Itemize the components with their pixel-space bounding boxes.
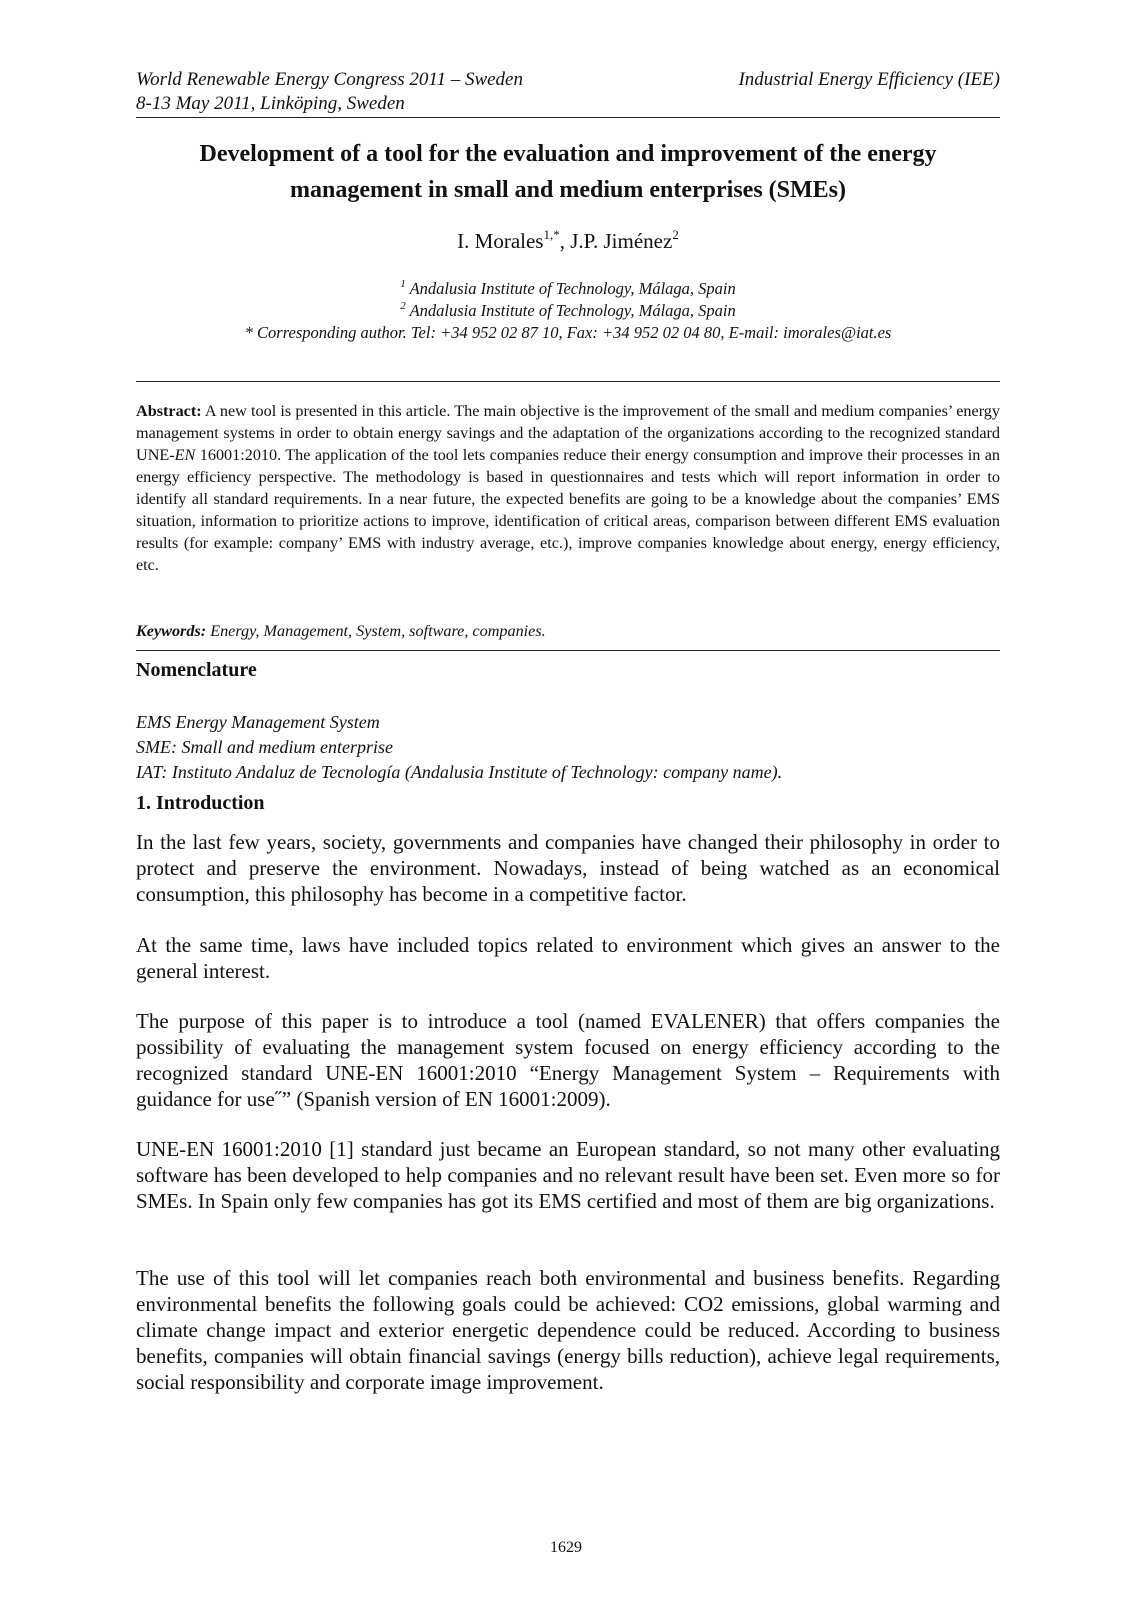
paper-title	[136, 136, 1000, 208]
nomenclature-item: EMS Energy Management System	[136, 712, 380, 732]
page-number: 1629	[550, 1539, 582, 1556]
introduction-heading: 1. Introduction	[136, 792, 265, 814]
conference-dates: 8-13 May 2011, Linköping, Sweden	[136, 93, 405, 114]
affiliations	[136, 278, 1000, 344]
keywords-label: Keywords:	[136, 622, 207, 640]
intro-paragraph: The purpose of this paper is to introduce a tool (named EVALENER) that offers companies the possibility of evaluating the management system focused on energy efficiency according to the recognized standard UNE-EN 16001:2010 “Energy Management System – Requirements with guidance for use˝” (Spanish version of EN 16001:2009).	[136, 1009, 1000, 1111]
header-divider	[136, 117, 1000, 118]
abstract-label: Abstract:	[136, 402, 202, 420]
author-1: I. Morales	[457, 229, 544, 253]
title-line-1: Development of a tool for the evaluation and improvement of the energy	[199, 141, 937, 167]
author-separator: ,	[559, 229, 571, 253]
author-2: J.P. Jiménez	[570, 229, 673, 253]
abstract-top-divider	[136, 381, 1000, 382]
abstract-text-en: EN	[174, 446, 196, 464]
nomenclature-item: SME: Small and medium enterprise	[136, 737, 393, 757]
affiliation-1-marker: 1	[400, 278, 406, 290]
abstract-bottom-divider	[136, 650, 1000, 651]
intro-paragraph: The use of this tool will let companies reach both environmental and business benefits. Regarding environmental benefits the following goals could be achieved: CO2 emissions, global warming and climate change impact and exterior energetic dependence could be reduced. According to business benefits, companies will obtain financial savings (energy bills reduction), achieve legal requirements, social responsibility and corporate image improvement.	[136, 1266, 1000, 1394]
author-2-superscript: 2	[672, 227, 679, 242]
abstract-text-1: A new tool is presented in this article. The main objective is the improvement of the small and medium companies’ energy management systems in order to obtain energy savings and the adaptation of the organizations according to the recognized standard UNE-	[136, 402, 1000, 464]
nomenclature-heading: Nomenclature	[136, 659, 257, 681]
corresponding-author: * Corresponding author. Tel: +34 952 02 87 10, Fax: +34 952 02 04 80, E-mail: imorales@iat.es	[244, 323, 892, 342]
author-1-superscript: 1,*	[543, 227, 560, 242]
intro-paragraph: At the same time, laws have included topics related to environment which gives an answer to the general interest.	[136, 933, 1000, 983]
affiliation-2-marker: 2	[400, 300, 406, 312]
affiliation-1	[136, 278, 1000, 300]
affiliation-2-text: Andalusia Institute of Technology, Málaga, Spain	[405, 301, 736, 320]
title-line-2: management in small and medium enterprises (SMEs)	[290, 177, 846, 203]
keywords	[136, 620, 1000, 642]
nomenclature-list	[136, 710, 1000, 785]
running-header-left	[136, 68, 523, 116]
nomenclature-item: IAT: Instituto Andaluz de Tecnología (Andalusia Institute of Technology: company name).	[136, 762, 783, 782]
intro-paragraph: UNE-EN 16001:2010 [1] standard just became an European standard, so not many other evaluating software has been developed to help companies and no relevant result have been set. Even more so for SMEs. In Spain only few companies has got its EMS certified and most of them are big organizations.	[136, 1137, 1000, 1213]
intro-paragraph: In the last few years, society, governments and companies have changed their philosophy in order to protect and preserve the environment. Nowadays, instead of being watched as an economical consumption, this philosophy has become in a competitive factor.	[136, 830, 1000, 906]
affiliation-1-text: Andalusia Institute of Technology, Málaga, Spain	[405, 279, 736, 298]
author-list	[136, 227, 1000, 255]
running-header-right: Industrial Energy Efficiency (IEE)	[738, 69, 1000, 90]
keywords-text: Energy, Management, System, software, companies.	[206, 622, 546, 640]
abstract-text-2: 16001:2010. The application of the tool lets companies reduce their energy consumption and improve their processes in an energy efficiency perspective. The methodology is based in questionnaires and tests which will report information in order to identify all standard requirements. In a near future, the expected benefits are going to be a knowledge about the companies’ EMS situation, information to prioritize actions to improve, identification of critical areas, comparison between different EMS evaluation results (for example: company’ EMS with industry average, etc.), improve companies knowledge about energy, energy efficiency, etc.	[136, 446, 1000, 574]
conference-name: World Renewable Energy Congress 2011 – Sweden	[136, 69, 523, 90]
abstract	[136, 400, 1000, 576]
affiliation-2	[136, 300, 1000, 322]
